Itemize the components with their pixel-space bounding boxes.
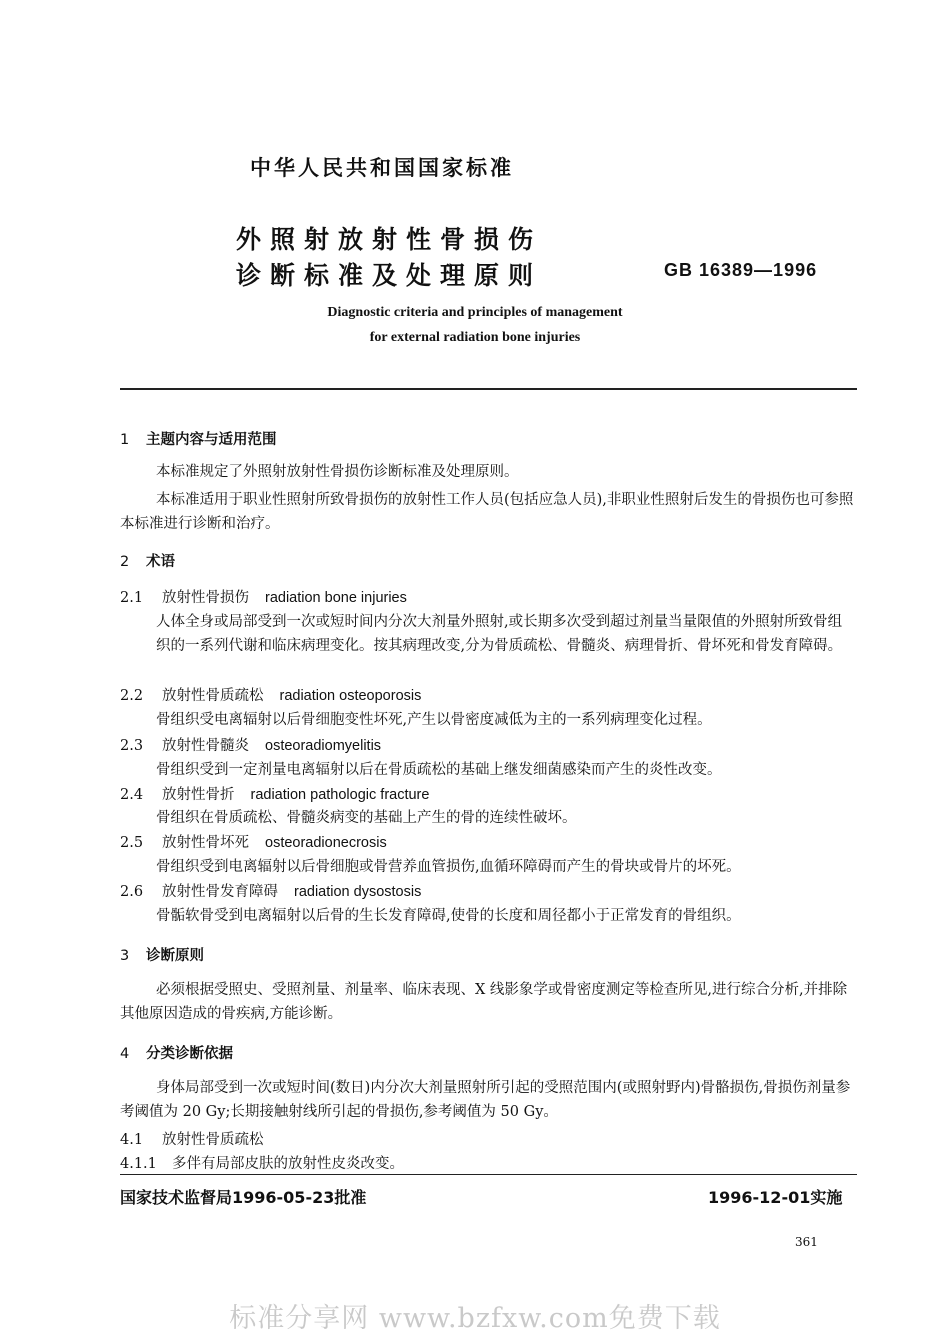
term-number: 2.6: [120, 884, 144, 900]
header-divider: [120, 388, 857, 390]
term-number: 2.5: [120, 835, 144, 851]
term-en: osteoradiomyelitis: [265, 738, 382, 754]
section-title: 诊断原则: [146, 948, 204, 964]
watermark: 标准分享网 www.bzfxw.com免费下载: [229, 1303, 721, 1334]
title-line-1: 外照射放射性骨损伤: [236, 225, 543, 254]
term-2-3: [120, 734, 381, 755]
term-definition: 骨骺软骨受到电离辐射以后骨的生长发育障碍,使骨的长度和周径都小于正常发育的骨组织。: [156, 908, 741, 924]
term-number: 2.3: [120, 738, 144, 754]
subsection-4-1-1: [120, 1152, 404, 1173]
term-en: radiation bone injuries: [265, 590, 407, 606]
paragraph: 本标准规定了外照射放射性骨损伤诊断标准及处理原则。: [156, 464, 519, 480]
section-number: 3: [120, 948, 130, 964]
english-title-line-1: Diagnostic criteria and principles of management: [327, 305, 623, 320]
paragraph: 身体局部受到一次或短时间(数日)内分次大剂量照射所引起的受照范围内(或照射野内)骨骼损伤,骨损伤剂量参考阈值为 20 Gy;长期接触射线所引起的骨损伤,参考阈值为 50 Gy。: [120, 1080, 851, 1120]
term-zh: 放射性骨折: [162, 787, 235, 803]
term-zh: 放射性骨损伤: [162, 590, 249, 606]
paragraph: 本标准适用于职业性照射所致骨损伤的放射性工作人员(包括应急人员),非职业性照射后发生的骨损伤也可参照本标准进行诊断和治疗。: [120, 492, 854, 532]
term-en: radiation dysostosis: [294, 884, 422, 900]
section-number: 1: [120, 432, 130, 448]
paragraph: 必须根据受照史、受照剂量、剂量率、临床表现、X 线影象学或骨密度测定等检查所见,进行综合分析,并排除其他原因造成的骨疾病,方能诊断。: [120, 982, 848, 1022]
effective-date: 1996-12-01实施: [708, 1188, 843, 1207]
term-number: 2.2: [120, 688, 144, 704]
term-zh: 放射性骨发育障碍: [162, 884, 278, 900]
term-definition: 骨组织受到电离辐射以后骨细胞或骨营养血管损伤,血循环障碍而产生的骨块或骨片的坏死。: [156, 859, 741, 875]
subsection-number: 4.1: [120, 1132, 144, 1148]
term-zh: 放射性骨髓炎: [162, 738, 249, 754]
term-number: 2.1: [120, 590, 144, 606]
term-definition: 骨组织受到一定剂量电离辐射以后在骨质疏松的基础上继发细菌感染而产生的炎性改变。: [156, 762, 722, 778]
term-2-5: [120, 831, 387, 852]
subsection-text: 多伴有局部皮肤的放射性皮炎改变。: [172, 1156, 404, 1172]
term-en: radiation pathologic fracture: [250, 787, 430, 803]
term-zh: 放射性骨坏死: [162, 835, 249, 851]
term-number: 2.4: [120, 787, 144, 803]
term-2-2: [120, 684, 421, 705]
section-2-heading: [120, 550, 175, 571]
approval-date: 国家技术监督局1996-05-23批准: [120, 1188, 367, 1207]
term-2-4: [120, 783, 429, 804]
section-3-heading: [120, 944, 204, 965]
section-4-heading: [120, 1042, 233, 1063]
section-title: 术语: [146, 554, 175, 570]
term-definition: 骨组织受电离辐射以后骨细胞变性坏死,产生以骨密度减低为主的一系列病理变化过程。: [156, 712, 712, 728]
footer-divider: [120, 1174, 857, 1175]
org-title: 中华人民共和国国家标准: [250, 156, 514, 180]
section-number: 2: [120, 554, 130, 570]
page-number: 361: [795, 1235, 818, 1249]
term-definition: 骨组织在骨质疏松、骨髓炎病变的基础上产生的骨的连续性破坏。: [156, 810, 577, 826]
title-line-2: 诊断标准及处理原则: [236, 261, 543, 290]
section-1-heading: [120, 428, 277, 449]
section-title: 分类诊断依据: [146, 1046, 233, 1062]
subsection-title: 放射性骨质疏松: [162, 1132, 264, 1148]
english-title-line-2: for external radiation bone injuries: [369, 330, 581, 345]
standard-number: GB 16389—1996: [664, 260, 818, 280]
term-en: radiation osteoporosis: [279, 688, 422, 704]
term-en: osteoradionecrosis: [265, 835, 387, 851]
term-2-6: [120, 880, 421, 901]
subsection-number: 4.1.1: [120, 1156, 157, 1172]
term-2-1: [120, 586, 407, 607]
term-definition: 人体全身或局部受到一次或短时间内分次大剂量外照射,或长期多次受到超过剂量当量限值的外照射所致骨组织的一系列代谢和临床病理变化。按其病理改变,分为骨质疏松、骨髓炎、病理骨折、骨坏死和骨发育障碍。: [156, 614, 843, 654]
section-number: 4: [120, 1046, 130, 1062]
term-zh: 放射性骨质疏松: [162, 688, 264, 704]
section-title: 主题内容与适用范围: [146, 432, 277, 448]
subsection-4-1: [120, 1128, 264, 1149]
